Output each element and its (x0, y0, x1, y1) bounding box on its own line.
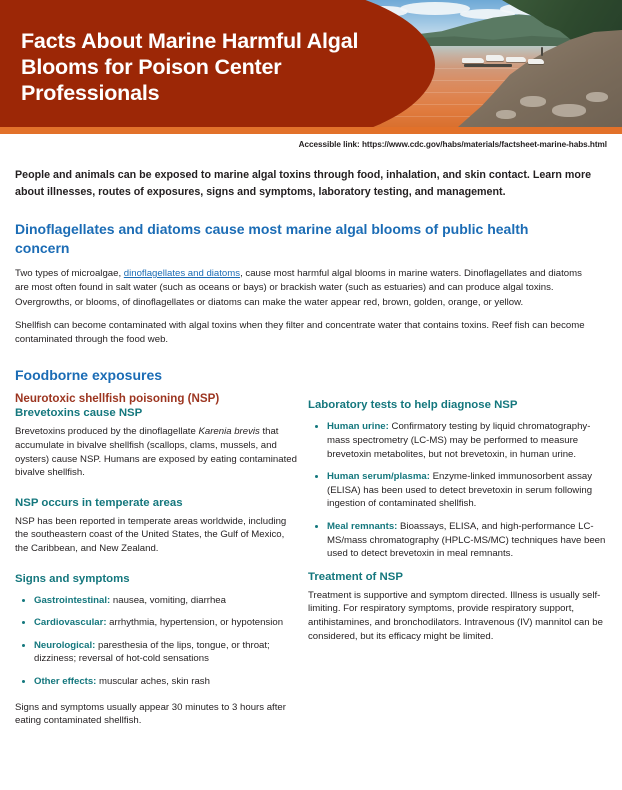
content-area (15, 167, 607, 727)
karenia-brevis-italic: Karenia brevis (198, 426, 260, 438)
shore-rock (520, 96, 546, 107)
bullet-dot-icon (22, 680, 25, 683)
bullet-dot-icon (22, 621, 25, 624)
shore-rock (496, 110, 516, 119)
boat-shape (486, 55, 504, 61)
boat-shape (462, 58, 484, 63)
list-item (308, 520, 607, 561)
dino-paragraph-2: Shellfish can become contaminated with algal toxins when they filter and concentrate water that contains toxins. Reef fish can become contaminated through the food web. (15, 319, 585, 346)
heading-brevetoxins: Brevetoxins cause NSP (15, 407, 143, 420)
left-column (15, 391, 298, 727)
bullet-label: Gastrointestinal: (34, 594, 111, 606)
lead-paragraph: People and animals can be exposed to marine algal toxins through food, inhalation, and skin contact. Learn more about illnesses, routes of exposures, signs and symptoms, laboratory testing, and management. (15, 169, 592, 198)
bullet-text: Bioassays, ELISA, and high-performance LC-MS/mass chromatography (HPLC-MS/MC) techniques have been used to detect brevetoxin in meal remnants. (327, 521, 606, 560)
list-item (15, 675, 298, 689)
list-item (15, 616, 298, 630)
bullet-label: Meal remnants: (327, 521, 398, 533)
banner-orange-stripe (0, 127, 622, 134)
right-column (308, 398, 607, 643)
temperate-paragraph: NSP has been reported in temperate areas worldwide, including the southeastern coast of the United States, the Gulf of Mexico, the Caribbean, and New Zealand. (15, 515, 287, 555)
bullet-dot-icon (22, 644, 25, 647)
heading-nsp: Neurotoxic shellfish poisoning (NSP) (15, 392, 220, 406)
list-item (15, 594, 298, 608)
bullet-dot-icon (22, 599, 25, 602)
boat-shape (528, 59, 544, 64)
bullet-dot-icon (315, 475, 318, 478)
shore-rock (552, 104, 586, 117)
onset-paragraph: Signs and symptoms usually appear 30 minutes to 3 hours after eating contaminated shellfish. (15, 701, 286, 727)
bullet-label: Cardiovascular: (34, 617, 107, 629)
dino-para1-a: Two types of microalgae, (15, 268, 124, 279)
dinoflagellates-diatoms-link[interactable]: dinoflagellates and diatoms (123, 268, 241, 279)
brevetoxins-text-a: Brevetoxins produced by the dinoflagellate (15, 426, 199, 438)
bullet-dot-icon (315, 525, 318, 528)
person-shape (541, 47, 543, 56)
heading-treatment-nsp: Treatment of NSP (308, 570, 403, 583)
bullet-text: paresthesia of the lips, tongue, or throat; dizziness; reversal of hot-cold sensations (34, 639, 270, 665)
bullet-text: Confirmatory testing by liquid chromatography-mass spectrometry (LC-MS) may be performed to measure brevetoxin metabolites, but not brevetoxin, in human urine. (327, 421, 591, 460)
bullet-text: nausea, vomiting, diarrhea (110, 594, 226, 606)
bullet-label: Human urine: (327, 421, 389, 433)
heading-laboratory-tests: Laboratory tests to help diagnose NSP (308, 399, 518, 412)
brevetoxins-text-b: that accumulate in bivalve shellfish (scallops, clams, mussels, and oysters) cause NSP. Humans are exposed by eating contaminated bivalve shellfish. (15, 426, 297, 479)
list-item (308, 420, 607, 461)
shore-rock (586, 92, 608, 102)
dock-shape (464, 64, 512, 67)
bullet-dot-icon (315, 425, 318, 428)
dino-paragraph-1 (15, 267, 593, 310)
bullet-label: Other effects: (34, 676, 97, 688)
accessible-link[interactable]: Accessible link: https://www.cdc.gov/habs/materials/factsheet-marine-habs.html (298, 140, 607, 149)
list-item (15, 639, 298, 666)
laboratory-tests-list (308, 420, 607, 560)
heading-dinoflagellates: Dinoflagellates and diatoms cause most marine algal blooms of public health concern (15, 221, 529, 256)
dino-para1-b: , cause most harmful algal blooms in marine waters. Dinoflagellates and diatoms are most often found in salt water (such as oceans or bays) or brackish water (such as estuaries) and can produce algal toxins. Overgrowths, or blooms, of dinoflagellates or diatoms can make the water appear red, brown, golden, orange, or yellow. (15, 268, 582, 308)
heading-temperate-areas: NSP occurs in temperate areas (15, 496, 183, 509)
signs-symptoms-list (15, 594, 298, 689)
bullet-label: Neurological: (34, 639, 96, 651)
boat-shape (506, 57, 526, 62)
heading-foodborne-exposures: Foodborne exposures (15, 367, 163, 384)
bullet-text: arrhythmia, hypertension, or hypotension (106, 617, 284, 629)
page-title: Facts About Marine Harmful Algal Blooms for Poison Center Professionals (21, 29, 359, 105)
list-item (308, 470, 607, 511)
header-banner (0, 0, 622, 134)
treatment-paragraph: Treatment is supportive and symptom directed. Illness is usually self-limiting. For respiratory symptoms, provide respiratory support, antihistamines, and bronchodilators. Intravenous (IV) mannitol can be considered, but its efficacy might be limited. (308, 589, 603, 642)
heading-signs-symptoms: Signs and symptoms (15, 572, 130, 585)
brevetoxins-paragraph (15, 425, 298, 479)
bullet-text: Enzyme-linked immunosorbent assay (ELISA) has been used to detect brevetoxin in serum following ingestion of contaminated shellfish. (327, 471, 593, 510)
bullet-label: Human serum/plasma: (327, 471, 430, 483)
bullet-text: muscular aches, skin rash (96, 676, 210, 688)
